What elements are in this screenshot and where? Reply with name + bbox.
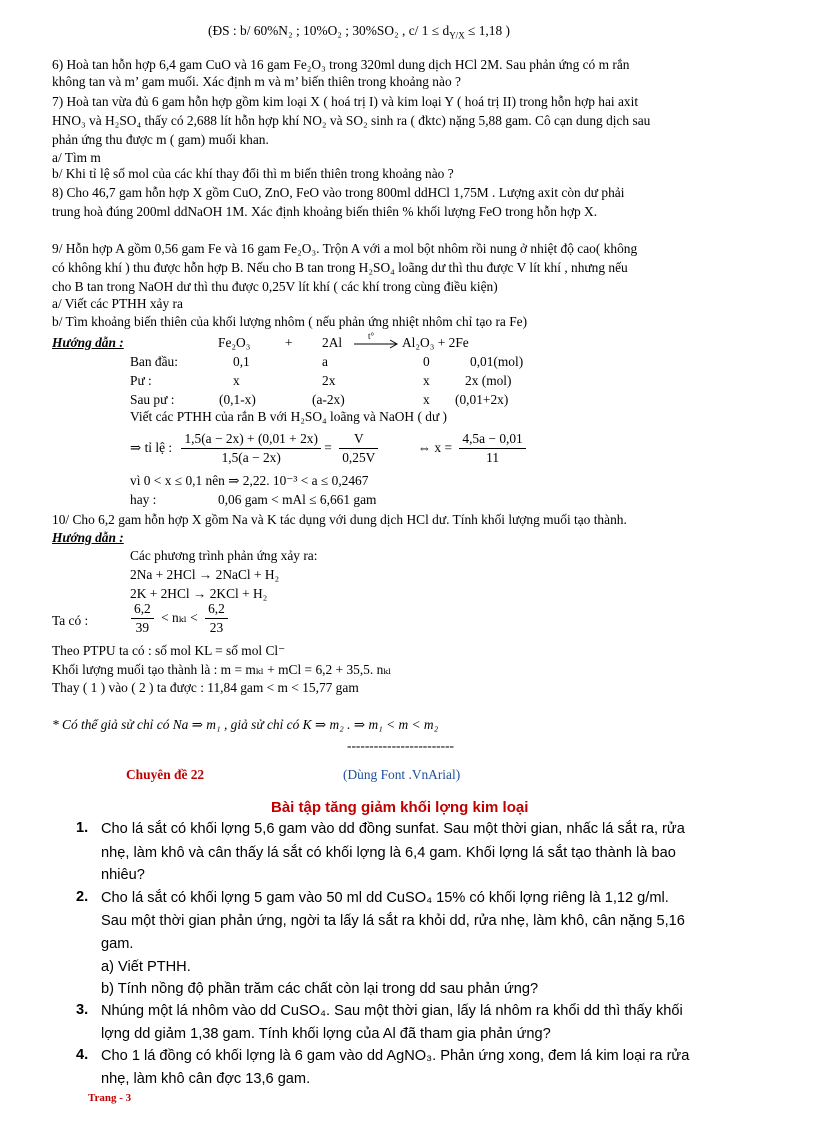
answer-end: ≤ 1,18 ) [464,23,510,38]
row-react-c1: x [233,373,240,388]
row-react-c2: 2x [322,373,336,388]
row-after-c4: (0,01+2x) [455,392,509,407]
answer-text: (ĐS : b/ 60%N₂ ; 10%O₂ ; 30%SO₂ , c/ 1 ≤ d [208,23,450,38]
eq9-products: Al₂O₃ + 2Fe [402,335,469,350]
row-react-c3: x [423,373,430,388]
equals-sign: = [324,440,332,455]
p7-line-1: 7) Hoà tan vừa đủ 6 gam hỗn hợp gồm kim loại X ( hoá trị I) và kim loại Y ( hoá trị II) trong hỗn hợp hai axit [52,94,639,109]
row-after-label: Sau pư : [130,392,175,407]
q1-line-3: nhiêu? [101,867,145,883]
q3-line-1: Nhúng một lá nhôm vào dd CuSO₄. Sau một thời gian, lấy lá nhôm ra khổi dd thì thấy khối [101,1003,683,1019]
since-line: vì 0 < x ≤ 0,1 nên ⇒ 2,22. 10⁻³ < a ≤ 0,2467 [130,473,369,488]
p9-line-1: 9/ Hỗn hợp A gồm 0,56 gam Fe và 16 gam Fe₂O₃. Trộn A với a mol bột nhôm rồi nung ở nhiệt độ cao( không [52,241,638,256]
p7-part-b: b/ Khi tỉ lệ số mol của các khí thay đổi thì m biến thiên trong khoảng nào ? [52,166,454,181]
p8-line-2: trung hoà đúng 200ml ddNaOH 1M. Xác định khoảng biến thiên % khối lượng FeO trong hỗn hợp X. [52,204,598,219]
p10-frac-2-den: 23 [209,620,224,635]
guide-label-2: Hướng dẫn : [52,530,124,545]
p10-khoi-luong: Khối lượng muối tạo thành là : m = mₖₗ + mCl = 6,2 + 35,5. nₖₗ [52,662,392,677]
p7-line-2: HNO₃ và H₂SO₄ thấy có 2,688 lít hỗn hợp khí NO₂ và SO₂ sinh ra ( đktc) nặng 5,88 gam. Cô cạn dung dịch sau [52,113,651,128]
q1-line-2: nhẹ, làm khô và cân thấy lá sắt có khối lợng là 6,4 gam. Khối lợng lá sắt tạo thành là bao [101,845,676,861]
row-start-c3: 0 [423,354,430,369]
p10-theo: Theo PTPU ta có : số mol KL = số mol Cl⁻ [52,643,286,658]
v-denominator: 0,25V [342,450,376,466]
x-prefix: ⇔ x = [417,440,453,455]
row-react-label: Pư : [130,373,152,388]
ratio-numerator: 1,5(a − 2x) + (0,01 + 2x) [181,430,320,449]
q4-line-1: Cho 1 lá đồng có khối lợng là 6 gam vào dd AgNO₃. Phản ứng xong, đem lá kim loại ra rửa [101,1048,690,1064]
answer-subscript: Y/X [449,30,465,41]
q2-sub-b: b) Tính nồng độ phần trăm các chất còn lại trong dd sau phản ứng? [101,981,539,997]
row-react-c4: 2x (mol) [465,373,512,388]
p10-frac-2 [205,600,228,637]
eq9-condition: t° [368,331,375,341]
v-fraction [339,430,378,467]
ratio-equation [130,428,526,468]
q3-number: 3. [76,1002,89,1018]
answer-line [208,22,510,45]
q2-sub-a: a) Viết PTHH. [101,959,191,975]
p6-line-2: không tan và m’ gam muối. Xác định m và m’ biến thiên trong khoảng nào ? [52,74,461,89]
x-fraction [459,430,525,467]
row-after-c3: x [423,392,430,407]
row-start-c1: 0,1 [233,354,250,369]
q2-line-1: Cho lá sắt có khối lợng 5 gam vào 50 ml dd CuSO₄ 15% có khối lợng riêng là 1,12 g/ml. [101,890,669,906]
p9-line-2: có không khí ) thu được hỗn hợp B. Nếu cho B tan trong H₂SO₄ loãng dư thì thu được V lít khí , nhưng nếu [52,260,628,275]
hay-line: 0,06 gam < mAl ≤ 6,661 gam [218,492,377,507]
x-numerator: 4,5a − 0,01 [459,430,525,449]
p7-line-3: phản ứng thu được m ( gam) muối khan. [52,132,269,147]
write-pthh-line: Viết các PTHH của rắn B với H₂SO₄ loãng và NaOH ( dư ) [130,409,448,424]
p10-fraction-row [131,600,228,637]
q2-line-2: Sau một thời gian phản ứng, ngời ta lấy lá sắt ra khỏi dd, rửa nhẹ, làm khô, cân nặng 5,16 [101,913,685,929]
p10-note: * Có thể giả sử chỉ có Na ⇒ m₁ , giả sử chỉ có K ⇒ m₂ . ⇒ m₁ < m < m₂ [52,717,439,732]
p7-part-a: a/ Tìm m [52,150,101,165]
ratio-fraction [181,430,320,467]
p10-eq-2: 2K + 2HCl → 2KCl + H₂ [130,586,268,601]
p10-line-1: 10/ Cho 6,2 gam hỗn hợp X gồm Na và K tác dụng với dung dịch HCl dư. Tính khối lượng muối tạo thành. [52,512,627,527]
q4-line-2: nhẹ, làm khô cân đợc 13,6 gam. [101,1071,311,1087]
section-title: Bài tập tăng giảm khối lợng kim loại [271,799,529,816]
row-after-c2: (a-2x) [312,392,345,407]
p10-frac-2-num: 6,2 [205,600,228,619]
p10-eqs-title: Các phương trình phản ứng xảy ra: [130,548,318,563]
row-after-c1: (0,1-x) [219,392,256,407]
row-start-c4: 0,01(mol) [470,354,524,369]
p8-line-1: 8) Cho 46,7 gam hỗn hợp X gồm CuO, ZnO, FeO vào trong 800ml ddHCl 1,75M . Lượng axit còn dư phải [52,185,625,200]
p10-frac-1 [131,600,154,637]
font-note: (Dùng Font .VnArial) [343,767,461,782]
separator: ------------------------ [347,738,455,753]
p10-thay: Thay ( 1 ) vào ( 2 ) ta được : 11,84 gam < m < 15,77 gam [52,680,359,695]
p6-line-1: 6) Hoà tan hỗn hợp 6,4 gam CuO và 16 gam Fe₂O₃ trong 320ml dung dịch HCl 2M. Sau phản ứng có m rắn [52,57,630,72]
chuyen-de-title: Chuyên đề 22 [126,767,205,782]
q2-line-3: gam. [101,936,134,952]
q2-number: 2. [76,889,89,905]
eq9-reactant-1: Fe₂O₃ [218,335,251,350]
p10-eq-1: 2Na + 2HCl → 2NaCl + H₂ [130,567,280,582]
q4-number: 4. [76,1047,89,1063]
p9-part-b: b/ Tìm khoảng biến thiên của khối lượng nhôm ( nếu phản ứng nhiệt nhôm chỉ tạo ra Fe) [52,314,528,329]
ratio-denominator: 1,5(a − 2x) [221,450,281,466]
p9-part-a: a/ Viết các PTHH xảy ra [52,296,183,311]
p10-frac-1-den: 39 [135,620,150,635]
page-footer: Trang - 3 [88,1092,132,1104]
row-start-label: Ban đầu: [130,354,178,369]
x-denominator: 11 [486,450,500,466]
hay-label: hay : [130,492,157,507]
guide-label: Hướng dẫn : [52,335,124,350]
eq9-reactant-2: 2Al [322,335,343,350]
v-numerator: V [339,430,378,449]
p10-frac-1-num: 6,2 [131,600,154,619]
p9-line-3: cho B tan trong NaOH dư thì thu được 0,25V lít khí ( các khí trong cùng điều kiện) [52,279,498,294]
q1-number: 1. [76,820,89,836]
p10-nkl: < nₖₗ < [161,609,198,625]
q3-line-2: lợng dd giảm 1,38 gam. Tính khối lợng của Al đã tham gia phản ứng? [101,1026,551,1042]
row-start-c2: a [322,354,328,369]
reaction-arrow-icon [354,339,400,349]
eq9-plus: + [285,335,293,350]
q1-line-1: Cho lá sắt có khối lợng 5,6 gam vào dd đồng sunfat. Sau một thời gian, nhấc lá sắt ra, rửa [101,821,685,837]
p10-taco: Ta có : [52,613,89,628]
ratio-prefix: ⇒ tỉ lệ : [130,440,173,455]
